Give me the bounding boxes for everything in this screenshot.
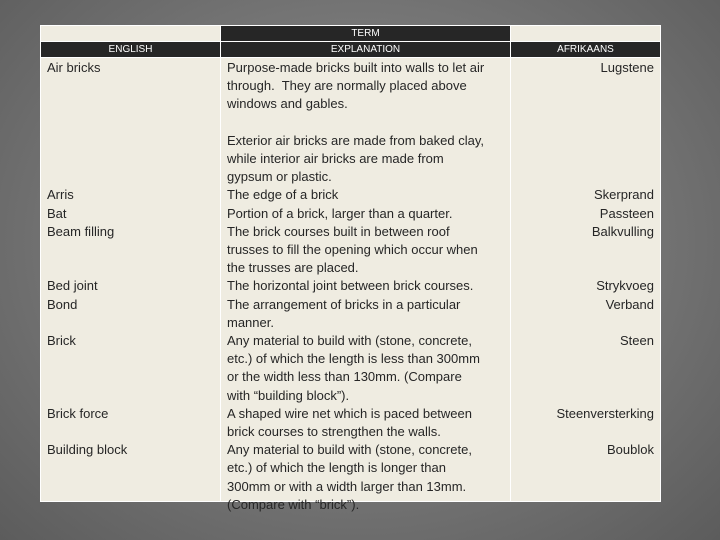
explanations-column bbox=[227, 59, 511, 514]
afrikaans-term-line bbox=[514, 423, 654, 441]
afrikaans-term-line: Strykvoeg bbox=[596, 278, 654, 294]
english-term-line bbox=[47, 114, 217, 132]
explanation-line: etc.) of which the length is less than 300mm bbox=[227, 351, 480, 367]
afrikaans-term-line bbox=[514, 368, 654, 386]
explanation-line bbox=[227, 114, 511, 132]
afrikaans-term-line: Boublok bbox=[607, 442, 654, 458]
afrikaans-term-line bbox=[514, 259, 654, 277]
english-term-line bbox=[47, 459, 217, 477]
afrikaans-term-line: Passteen bbox=[599, 205, 654, 221]
english-term-line bbox=[47, 95, 217, 113]
explanation-line: The horizontal joint between brick courses. bbox=[227, 278, 474, 294]
afrikaans-term-line: Lugstene bbox=[600, 60, 654, 75]
explanation-line: Any material to build with (stone, concrete, bbox=[227, 442, 472, 458]
column-divider-left bbox=[220, 26, 221, 501]
header-divider bbox=[41, 41, 660, 42]
english-term-line: Bond bbox=[47, 296, 78, 312]
english-term-line: Arris bbox=[47, 187, 74, 203]
explanation-line: or the width less than 130mm. (Compare bbox=[227, 369, 462, 385]
afrikaans-term-line: Steenversterking bbox=[556, 405, 654, 421]
afrikaans-term-line bbox=[514, 350, 654, 368]
explanation-line: trusses to fill the opening which occur when bbox=[227, 242, 478, 258]
explanation-line: The edge of a brick bbox=[227, 187, 339, 203]
explanation-line: brick courses to strengthen the walls. bbox=[227, 424, 441, 440]
afrikaans-header: AFRIKAANS bbox=[511, 42, 660, 57]
explanation-line: (Compare with “brick”). bbox=[227, 496, 360, 512]
english-term-line: Brick force bbox=[47, 405, 109, 421]
explanation-line: with “building block”). bbox=[227, 387, 350, 403]
afrikaans-term-line bbox=[514, 132, 654, 150]
explanation-header: EXPLANATION bbox=[221, 42, 510, 57]
english-term-line bbox=[47, 387, 217, 405]
explanation-line: through. They are normally placed above bbox=[227, 78, 467, 94]
afrikaans-term-line: Steen bbox=[620, 333, 654, 349]
term-header: TERM bbox=[221, 26, 510, 41]
explanation-line: while interior air bricks are made from bbox=[227, 151, 444, 167]
explanation-line: A shaped wire net which is paced between bbox=[227, 405, 472, 421]
afrikaans-term-line bbox=[514, 150, 654, 168]
afrikaans-term-line bbox=[514, 387, 654, 405]
afrikaans-term-line bbox=[514, 314, 654, 332]
explanation-line: The brick courses built in between roof bbox=[227, 223, 450, 239]
english-term-line bbox=[47, 314, 217, 332]
english-term-line: Building block bbox=[47, 442, 128, 458]
afrikaans-terms-column bbox=[514, 59, 654, 514]
english-term-line bbox=[47, 350, 217, 368]
explanation-line: Exterior air bricks are made from baked clay, bbox=[227, 132, 484, 148]
afrikaans-term-line bbox=[514, 496, 654, 514]
header-bottom-divider bbox=[41, 57, 660, 58]
english-term-line bbox=[47, 132, 217, 150]
explanation-line: Any material to build with (stone, concrete, bbox=[227, 333, 472, 349]
english-term-line bbox=[47, 259, 217, 277]
english-term-line bbox=[47, 423, 217, 441]
english-term-line bbox=[47, 241, 217, 259]
afrikaans-term-line bbox=[514, 241, 654, 259]
english-term-line bbox=[47, 478, 217, 496]
afrikaans-term-line bbox=[514, 95, 654, 113]
explanation-line: The arrangement of bricks in a particular bbox=[227, 296, 461, 312]
afrikaans-term-line: Skerprand bbox=[594, 187, 654, 203]
english-term-line: Bat bbox=[47, 205, 67, 221]
afrikaans-term-line bbox=[514, 478, 654, 496]
english-term-line: Air bricks bbox=[47, 60, 101, 75]
english-term-line: Brick bbox=[47, 333, 76, 349]
english-term-line bbox=[47, 77, 217, 95]
english-term-line: Beam filling bbox=[47, 223, 115, 239]
english-term-line bbox=[47, 168, 217, 186]
explanation-line: windows and gables. bbox=[227, 96, 348, 112]
explanation-line: etc.) of which the length is longer than bbox=[227, 460, 446, 476]
afrikaans-term-line bbox=[514, 459, 654, 477]
english-terms-column bbox=[47, 59, 217, 514]
english-term-line bbox=[47, 368, 217, 386]
afrikaans-term-line: Balkvulling bbox=[591, 223, 654, 239]
terminology-table bbox=[40, 25, 661, 512]
explanation-line: 300mm or with a width larger than 13mm. bbox=[227, 478, 467, 494]
english-term-line bbox=[47, 150, 217, 168]
afrikaans-term-line bbox=[514, 168, 654, 186]
explanation-line: the trusses are placed. bbox=[227, 260, 359, 276]
explanation-line: Purpose-made bricks built into walls to let air bbox=[227, 60, 485, 75]
explanation-line: manner. bbox=[227, 314, 274, 330]
explanation-line: Portion of a brick, larger than a quarter. bbox=[227, 205, 453, 221]
afrikaans-term-line bbox=[514, 77, 654, 95]
english-term-line: Bed joint bbox=[47, 278, 98, 294]
explanation-line: gypsum or plastic. bbox=[227, 169, 332, 185]
afrikaans-term-line: Verband bbox=[605, 296, 654, 312]
afrikaans-term-line bbox=[514, 114, 654, 132]
english-header: ENGLISH bbox=[41, 42, 220, 57]
english-term-line bbox=[47, 496, 217, 514]
